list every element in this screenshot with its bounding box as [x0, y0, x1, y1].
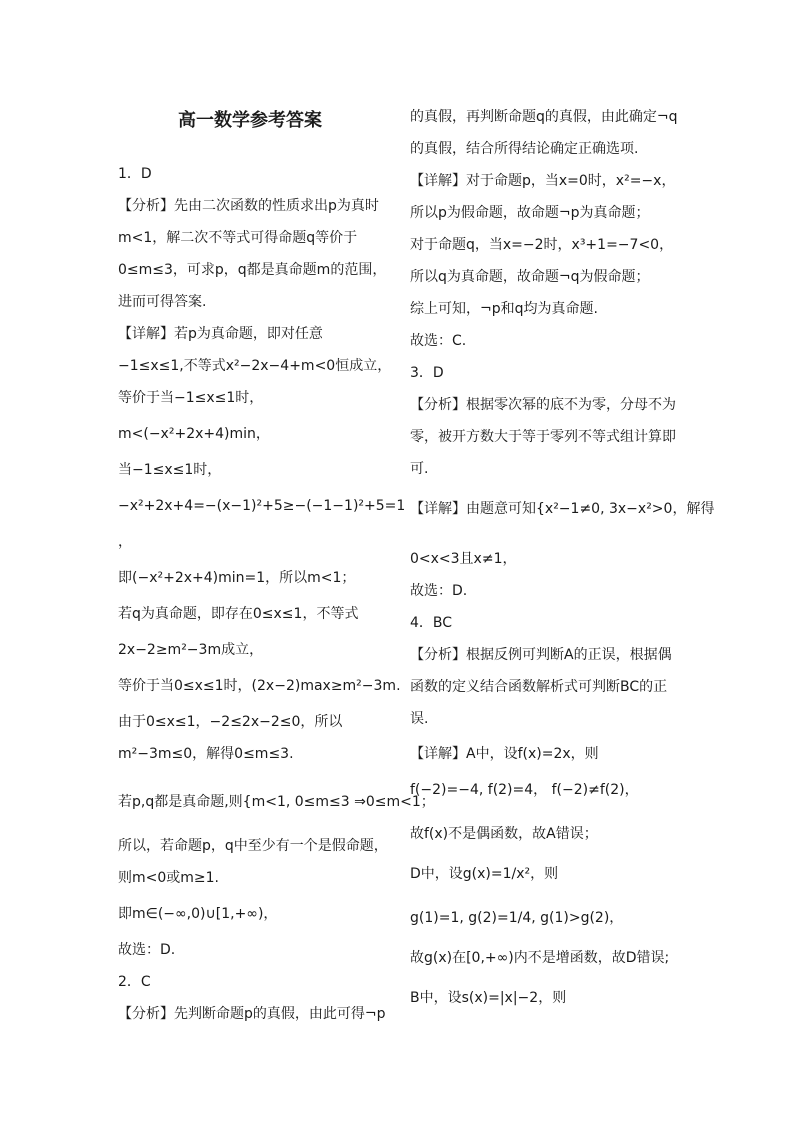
- text-line: −x²+2x+4=−(x−1)²+5≥−(−1−1)²+5=1: [118, 498, 406, 514]
- text-line: 函数的定义结合函数解析式可判断BC的正: [410, 679, 668, 695]
- text-line: 则m<0或m≥1.: [118, 870, 220, 886]
- text-line: 等价于当−1≤x≤1时，: [118, 390, 264, 406]
- text-line: ，: [118, 534, 132, 550]
- text-line: 故选：C.: [410, 333, 467, 349]
- text-line: 故选：D.: [410, 583, 468, 599]
- text-line: 若p,q都是真命题,则{m<1, 0≤m≤3 ⇒0≤m<1；: [118, 794, 435, 810]
- text-line: 零，被开方数大于等于零列不等式组计算即: [410, 429, 676, 445]
- text-line: 所以，若命题p，q中至少有一个是假命题，: [118, 838, 388, 854]
- text-line: m<1，解二次不等式可得命题q等价于: [118, 230, 358, 246]
- text-line: 【详解】A中，设f(x)=2x，则: [410, 746, 599, 762]
- text-line: 即(−x²+2x+4)min=1，所以m<1；: [118, 570, 356, 586]
- text-line: 的真假，再判断命题q的真假，由此确定¬q: [410, 109, 678, 125]
- text-line: 0<x<3且x≠1，: [410, 551, 517, 567]
- text-line: 4．BC: [410, 615, 453, 631]
- text-line: 等价于当0≤x≤1时，(2x−2)max≥m²−3m.: [118, 678, 401, 694]
- text-line: 1．D: [118, 166, 152, 182]
- text-line: 【分析】先由二次函数的性质求出p为真时: [118, 198, 379, 214]
- text-line: 2x−2≥m²−3m成立，: [118, 642, 264, 658]
- text-line: 进而可得答案.: [118, 294, 207, 310]
- text-line: g(1)=1, g(2)=1/4, g(1)>g(2)，: [410, 910, 624, 926]
- text-line: 所以q为真命题，故命题¬q为假命题；: [410, 269, 650, 285]
- text-line: 2．C: [118, 974, 151, 990]
- text-line: 所以p为假命题，故命题¬p为真命题；: [410, 205, 650, 221]
- text-line: 【详解】对于命题p，当x=0时，x²=−x，: [410, 173, 676, 189]
- text-line: 【详解】由题意可知{x²−1≠0, 3x−x²>0，解得: [410, 501, 715, 517]
- text-line: 【分析】根据反例可判断A的正误，根据偶: [410, 647, 672, 663]
- text-line: f(−2)=−4, f(2)=4， f(−2)≠f(2)，: [410, 782, 639, 798]
- text-line: 【分析】根据零次幂的底不为零，分母不为: [410, 397, 676, 413]
- text-line: 对于命题q，当x=−2时，x³+1=−7<0，: [410, 237, 674, 253]
- text-line: 【分析】先判断命题p的真假，由此可得¬p: [118, 1006, 386, 1022]
- text-line: 若q为真命题，即存在0≤x≤1，不等式: [118, 606, 359, 622]
- text-line: 故g(x)在[0,+∞)内不是增函数，故D错误;: [410, 950, 670, 966]
- page-title: 高一数学参考答案: [178, 110, 322, 131]
- text-line: 当−1≤x≤1时，: [118, 462, 222, 478]
- text-line: D中，设g(x)=1/x²，则: [410, 866, 559, 882]
- text-line: −1≤x≤1,不等式x²−2x−4+m<0恒成立，: [118, 358, 392, 374]
- text-line: 故f(x)不是偶函数，故A错误；: [410, 826, 598, 842]
- text-line: m²−3m≤0，解得0≤m≤3.: [118, 746, 294, 762]
- text-line: 即m∈(−∞,0)∪[1,+∞)，: [118, 906, 278, 922]
- text-line: 综上可知，¬p和q均为真命题.: [410, 301, 598, 317]
- text-line: 【详解】若p为真命题，即对任意: [118, 326, 323, 342]
- text-line: 误.: [410, 711, 429, 727]
- text-line: m<(−x²+2x+4)min，: [118, 426, 270, 442]
- text-line: 由于0≤x≤1，−2≤2x−2≤0，所以: [118, 714, 343, 730]
- text-line: 0≤m≤3，可求p，q都是真命题m的范围，: [118, 262, 387, 278]
- text-line: 故选：D.: [118, 942, 176, 958]
- text-line: 可.: [410, 461, 429, 477]
- text-line: 的真假，结合所得结论确定正确选项.: [410, 141, 639, 157]
- text-line: B中，设s(x)=|x|−2，则: [410, 990, 567, 1006]
- text-line: 3．D: [410, 365, 444, 381]
